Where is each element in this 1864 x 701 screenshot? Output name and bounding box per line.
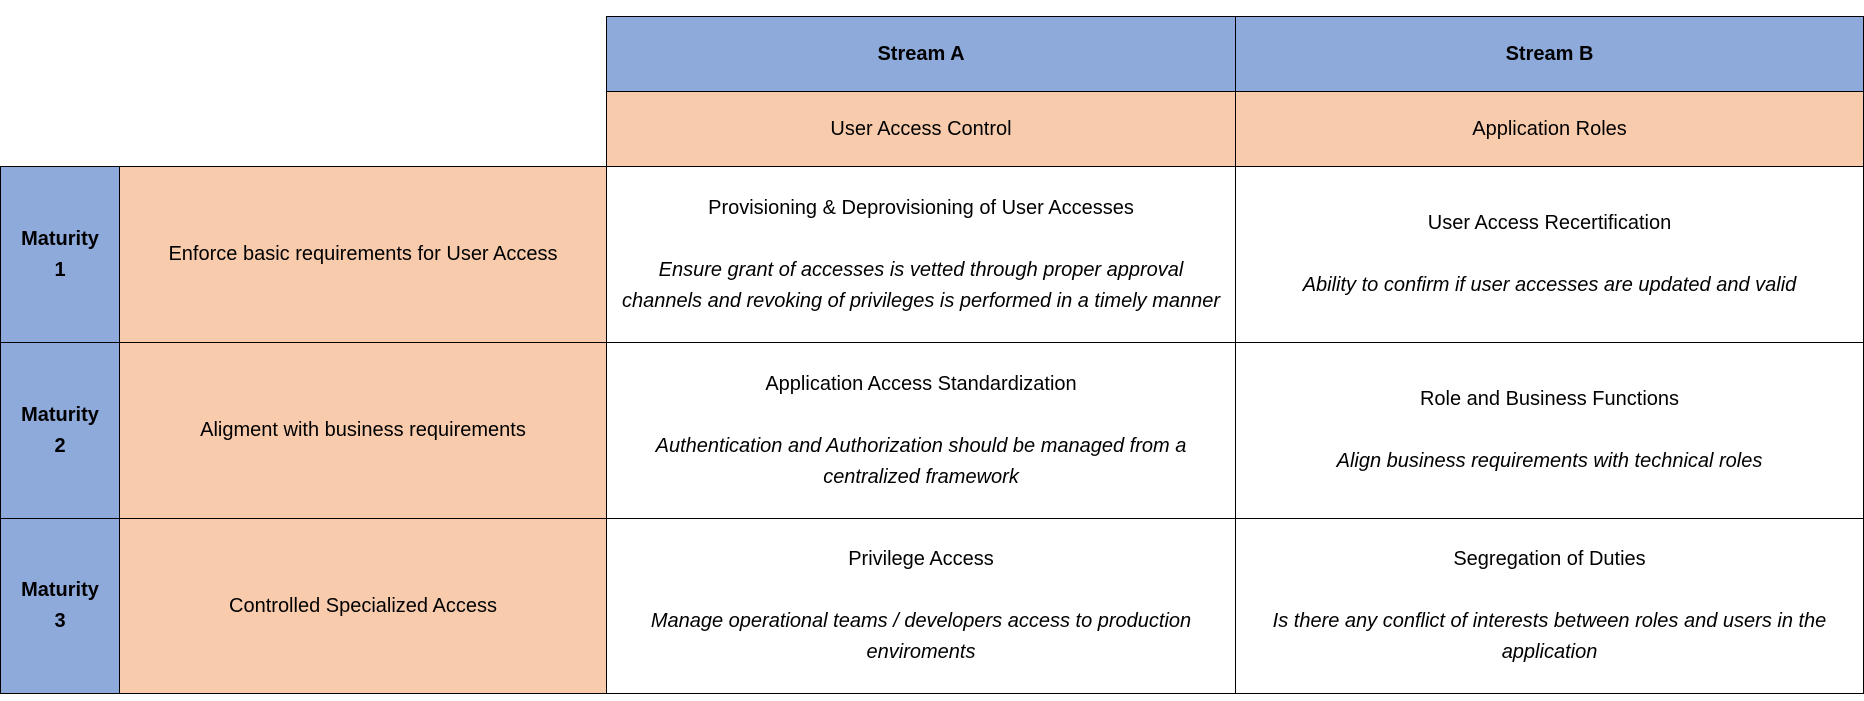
- maturity-1-goal: [119, 166, 607, 343]
- maturity-3-goal: [119, 518, 607, 694]
- row-1-stream-b-description: Ability to confirm if user accesses are updated and valid: [1302, 274, 1797, 296]
- stream-a-header: [606, 16, 1236, 92]
- row-1-stream-a-title: Provisioning & Deprovisioning of User Accesses: [708, 196, 1134, 219]
- row-3-stream-a-cell: [606, 518, 1236, 694]
- stream-b-label: Stream B: [1505, 42, 1594, 65]
- maturity-2-label: [0, 342, 120, 519]
- row-1-stream-a-description: Ensure grant of accesses is vetted through proper approval channels and revoking of privileges is performed in a timely manner: [621, 258, 1221, 312]
- stream-b-topic: [1235, 91, 1864, 167]
- maturity-1-word: Maturity: [21, 227, 99, 250]
- maturity-2-word: Maturity: [21, 403, 99, 426]
- maturity-2-goal: [119, 342, 607, 519]
- row-3-stream-a-title: Privilege Access: [848, 548, 994, 570]
- row-3-stream-b-description: Is there any conflict of interests between roles and users in the application: [1272, 610, 1827, 663]
- stream-b-header: [1235, 16, 1864, 92]
- maturity-3-goal-text: Controlled Specialized Access: [229, 594, 497, 617]
- stream-a-topic: [606, 91, 1236, 167]
- row-2-stream-b-title: Role and Business Functions: [1419, 388, 1680, 410]
- maturity-1-label: [0, 166, 120, 343]
- stream-b-topic-label: Application Roles: [1472, 117, 1627, 140]
- row-2-stream-a-cell: [606, 342, 1236, 519]
- row-1-stream-b-title: User Access Recertification: [1427, 212, 1672, 234]
- row-2-stream-a-title: Application Access Standardization: [765, 372, 1077, 395]
- row-1-stream-b-cell: [1235, 166, 1864, 343]
- maturity-2-number: 2: [54, 434, 66, 457]
- stream-a-topic-label: User Access Control: [830, 117, 1012, 140]
- row-3-stream-a-description: Manage operational teams / developers access to production enviroments: [650, 610, 1192, 663]
- maturity-1-number: 1: [54, 258, 66, 281]
- maturity-3-word: Maturity: [21, 579, 99, 601]
- row-1-stream-a-cell: [606, 166, 1236, 343]
- maturity-2-goal-text: Aligment with business requirements: [200, 419, 526, 441]
- row-3-stream-b-title: Segregation of Duties: [1453, 548, 1646, 570]
- row-3-stream-b-cell: [1235, 518, 1864, 694]
- row-2-stream-b-description: Align business requirements with technical roles: [1336, 450, 1763, 472]
- maturity-1-goal-text: Enforce basic requirements for User Access: [168, 243, 558, 265]
- row-2-stream-a-description: Authentication and Authorization should be managed from a centralized framework: [655, 434, 1187, 488]
- maturity-3-number: 3: [54, 610, 66, 632]
- row-2-stream-b-cell: [1235, 342, 1864, 519]
- stream-a-label: Stream A: [877, 42, 965, 65]
- maturity-3-label: [0, 518, 120, 694]
